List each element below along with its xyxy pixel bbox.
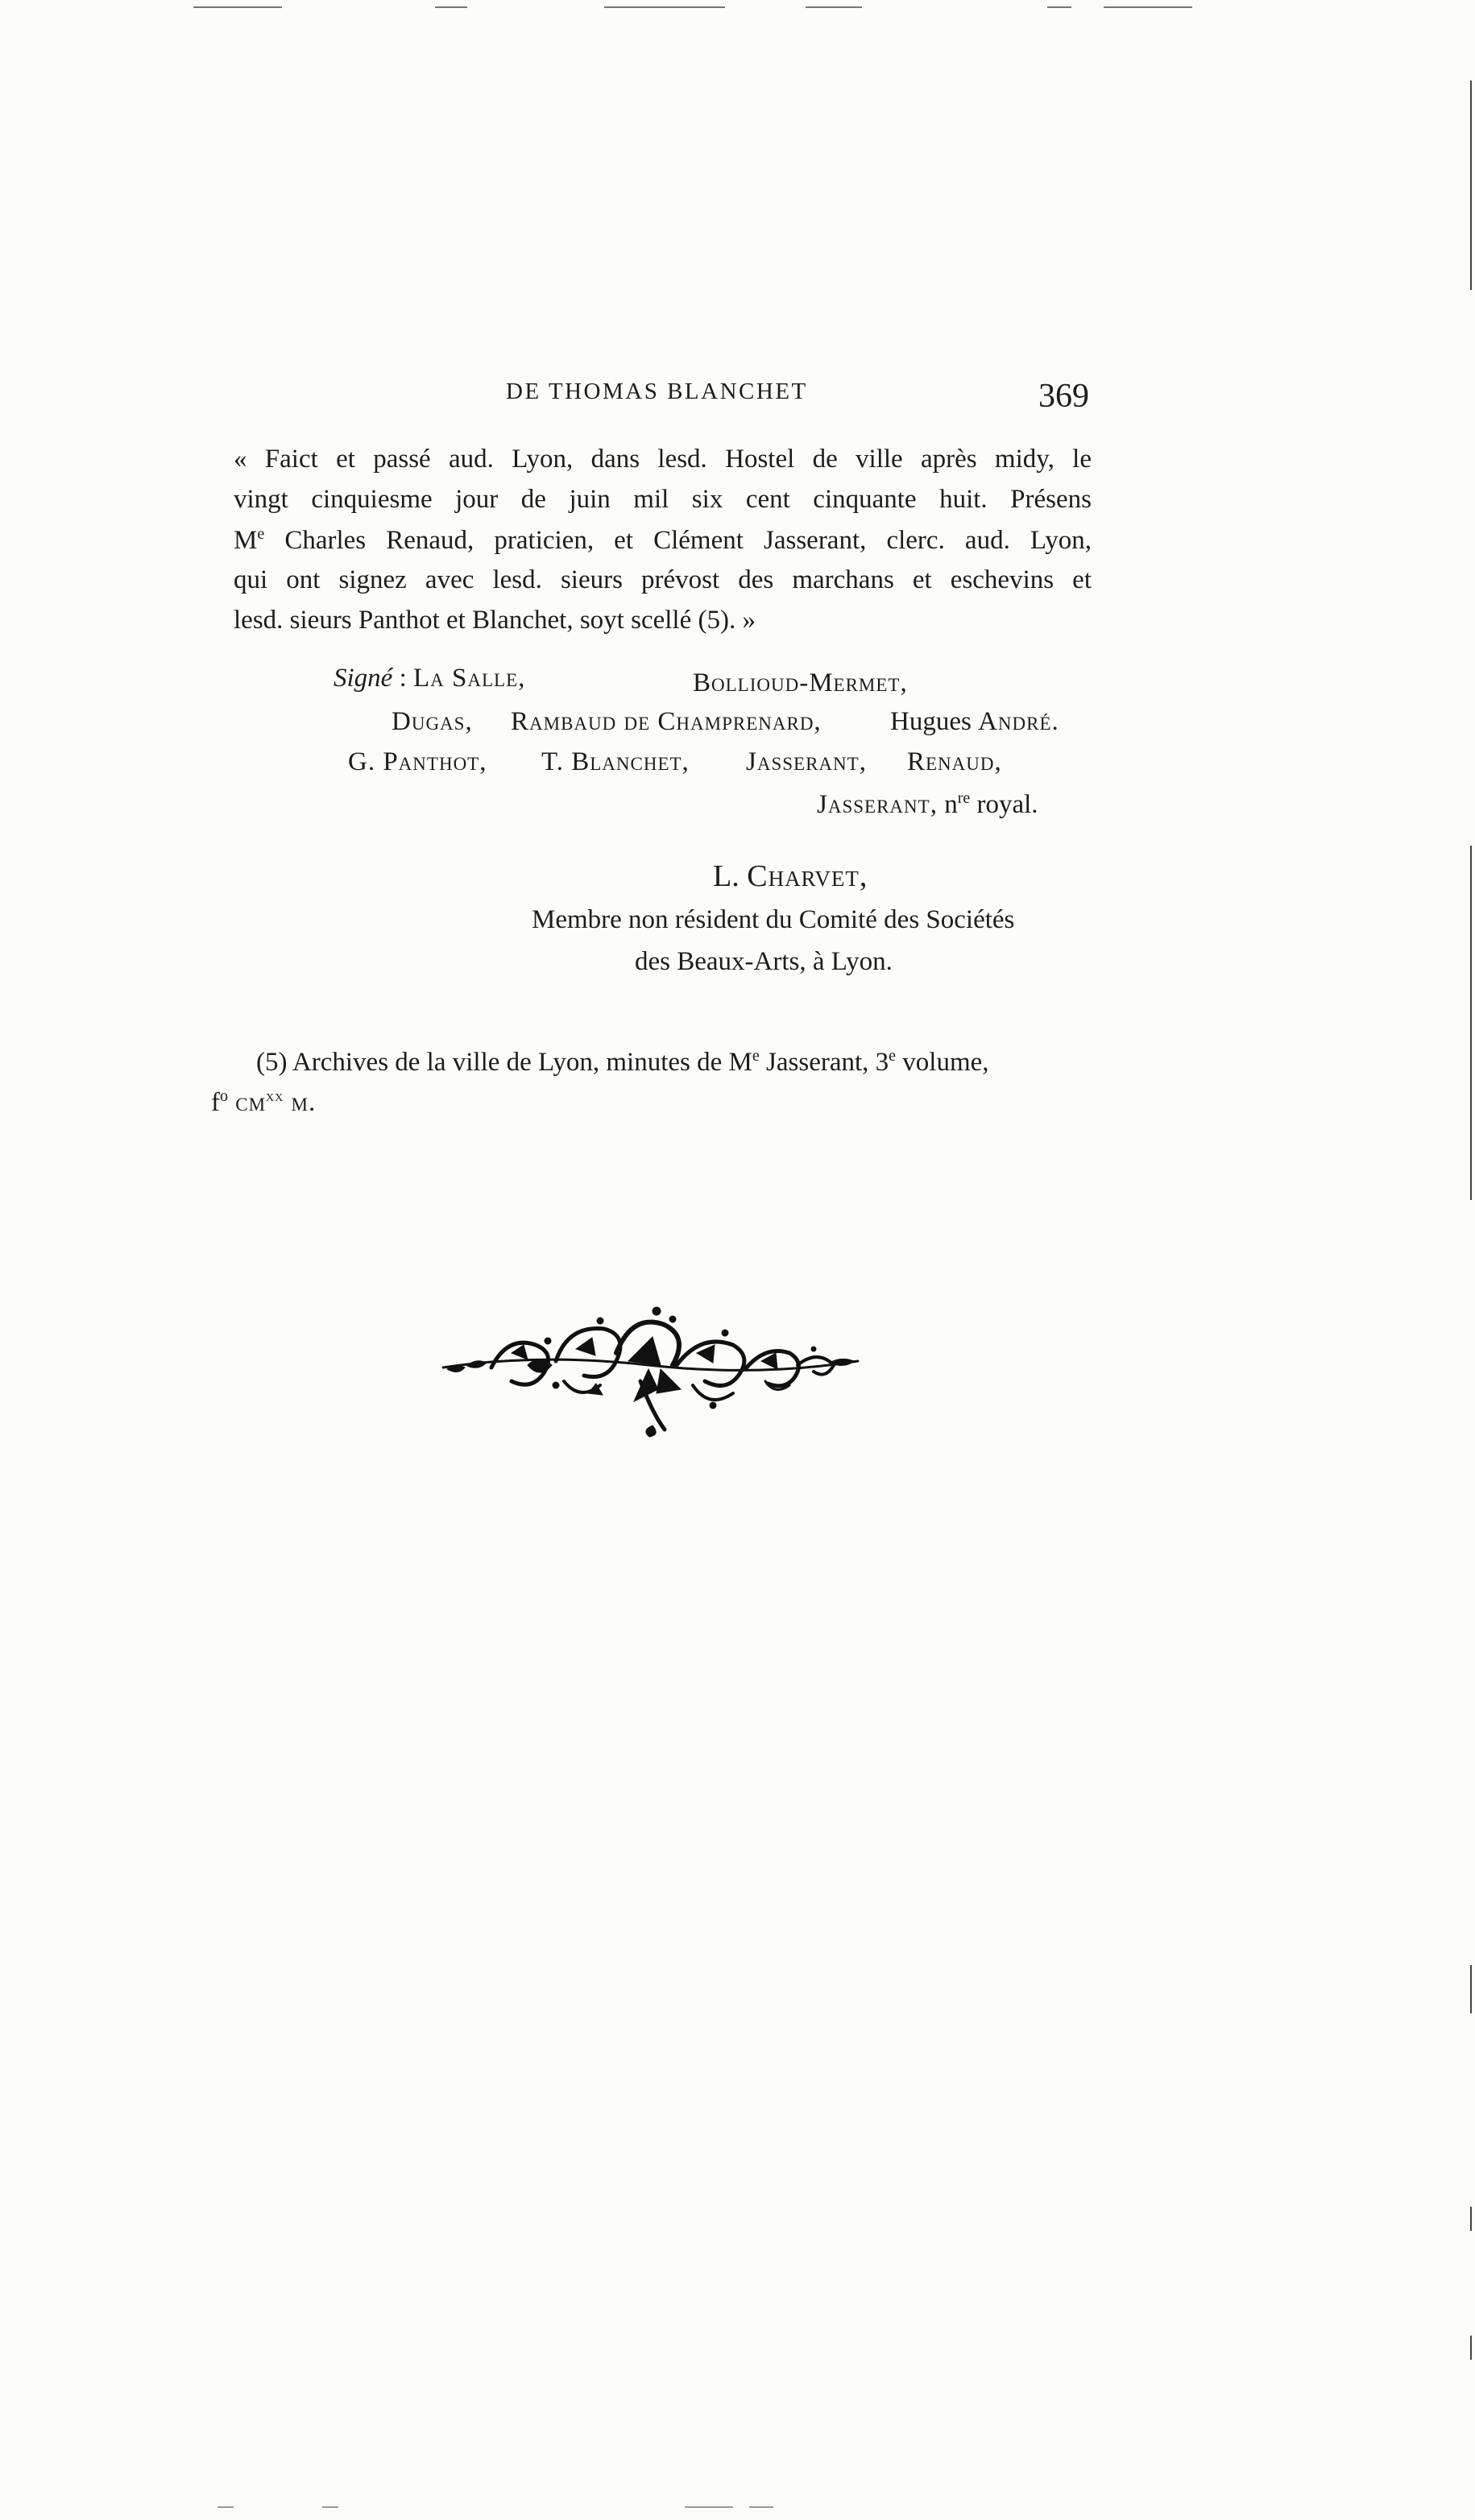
body-line-3-text: Charles Renaud, praticien, et Clément Jasserant, clerc. aud. Lyon, <box>284 526 1092 555</box>
signature-jasserant-2: Jasserant, <box>817 790 938 819</box>
author-title-line-2: des Beaux-Arts, à Lyon. <box>635 947 893 976</box>
body-line-1: « Faict et passé aud. Lyon, dans lesd. Hostel de ville après midy, le <box>234 445 1092 474</box>
body-line-2: vingt cinquiesme jour de juin mil six cent cinquante huit. Présens <box>234 485 1092 514</box>
signed-label: Signé <box>334 664 393 693</box>
title-prefix-sup: e <box>257 525 265 543</box>
signature-la-salle: La Salle, <box>413 664 526 693</box>
scan-margin-edge <box>1470 81 1472 290</box>
folio-m: m. <box>284 1088 317 1117</box>
notary-abbrev: n <box>944 790 958 819</box>
footnote-text-3: volume, <box>896 1048 989 1077</box>
footnote-text-2: Jasserant, 3 <box>759 1048 889 1077</box>
author-title-line-1: Membre non résident du Comité des Sociétés <box>532 905 1015 934</box>
signed-separator: : <box>392 664 413 693</box>
scan-artifact-dash <box>322 2506 338 2508</box>
footnote-line-2 <box>211 1087 316 1118</box>
floral-vignette-svg <box>435 1305 862 1442</box>
author-name <box>713 859 868 894</box>
folio-xx: xx <box>266 1087 284 1105</box>
notary-abbrev-sup: re <box>957 789 971 807</box>
body-line-5: lesd. sieurs Panthot et Blanchet, soyt scellé (5). » <box>234 606 756 635</box>
scan-artifact-rule <box>435 6 467 8</box>
page-number-value: 369 <box>1038 378 1089 415</box>
footnote-sup-2: e <box>889 1047 897 1065</box>
scan-artifact-rule <box>806 6 862 8</box>
body-line-4: qui ont signez avec lesd. sieurs prévost des marchans et eschevins et <box>234 565 1092 594</box>
scan-artifact-rule <box>1047 6 1071 8</box>
signature-blanchet: T. Blanchet, <box>541 747 690 776</box>
body-line-3 <box>234 525 1092 556</box>
footnote-line-1 <box>256 1047 989 1078</box>
scan-artifact-dash <box>749 2506 773 2508</box>
signature-renaud: Renaud, <box>907 747 1002 776</box>
folio-f: f <box>211 1088 220 1117</box>
folio-sup: o <box>220 1087 228 1105</box>
folio-cm: cm <box>228 1088 267 1117</box>
scan-margin-edge <box>1470 1965 1472 2013</box>
scan-margin-edge <box>1470 2336 1472 2360</box>
signature-jasserant-1: Jasserant, <box>746 747 867 776</box>
footnote-sup-1: e <box>752 1047 760 1065</box>
signature-hugues: Hugues <box>890 707 972 736</box>
signature-panthot: G. Panthot, <box>348 747 487 776</box>
signature-notary-line <box>817 789 1038 820</box>
scan-margin-edge <box>1470 846 1472 1200</box>
running-title: DE THOMAS BLANCHET <box>506 379 808 404</box>
signature-hugues-andre <box>890 707 1059 737</box>
signature-line-1a <box>334 664 525 693</box>
scan-artifact-dash <box>218 2506 234 2508</box>
scan-artifact-rule <box>604 6 725 8</box>
floral-vignette-ornament-icon <box>435 1305 862 1446</box>
notary-royal: royal. <box>976 790 1038 819</box>
author-surname: Charvet, <box>747 859 868 893</box>
signature-dugas: Dugas, <box>392 707 473 736</box>
scan-margin-edge <box>1470 2207 1472 2231</box>
title-prefix: M <box>234 526 258 555</box>
signature-rambaud: Rambaud de Champrenard, <box>511 707 822 736</box>
author-initial: L. <box>713 859 740 893</box>
signature-andre: André. <box>978 707 1059 736</box>
scan-artifact-rule <box>193 6 282 8</box>
scan-artifact-rule <box>1104 6 1192 8</box>
footnote-text-1: (5) Archives de la ville de Lyon, minutes de M <box>256 1048 752 1077</box>
signature-bollioud-mermet: Bollioud-Mermet, <box>693 668 908 697</box>
scan-artifact-dash <box>685 2506 733 2508</box>
